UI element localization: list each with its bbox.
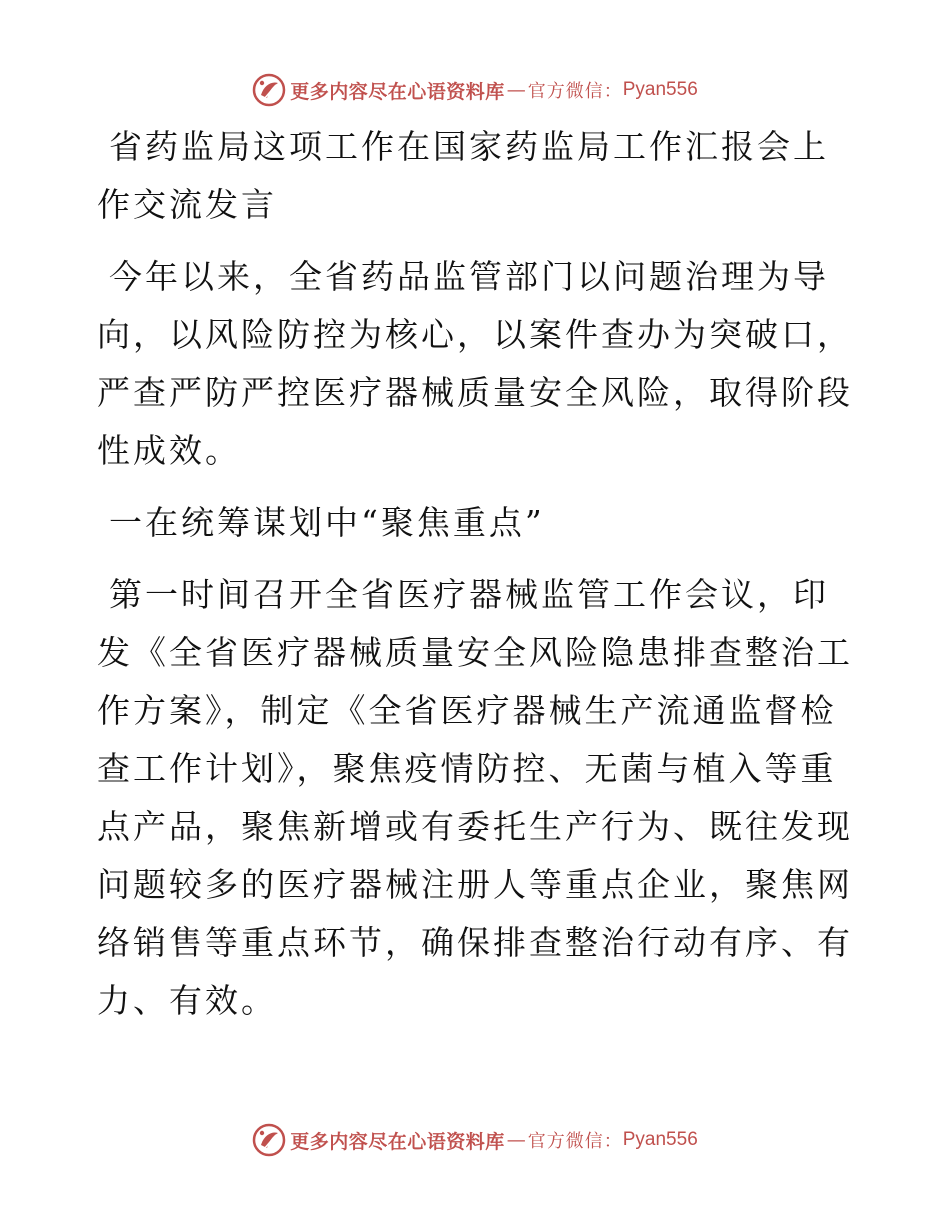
paragraph-intro: 今年以来，全省药品监管部门以问题治理为导向，以风险防控为核心，以案件查办为突破口，严查严防严控医疗器械质量安全风险，取得阶段性成效。	[97, 257, 853, 470]
paragraph-body: 第一时间召开全省医疗器械监管工作会议，印发《全省医疗器械质量安全风险隐患排查整治工作方案》，制定《全省医疗器械生产流通监督检查工作计划》，聚焦疫情防控、无菌与植入等重点产品，聚焦新增或有委托生产行为、既往发现问题较多的医疗器械注册人等重点企业，聚焦网络销售等重点环节，确保排查整治行动有序、有力、有效。	[97, 575, 853, 1020]
document-body	[97, 118, 857, 1044]
footer-separator: —	[506, 1129, 526, 1151]
section-heading: 一在统筹谋划中“聚焦重点”	[109, 503, 545, 542]
header-wechat-id: Pyan556	[622, 79, 698, 100]
brand-logo-icon	[252, 1123, 286, 1157]
document-title: 省药监局这项工作在国家药监局工作汇报会上作交流发言	[97, 127, 829, 224]
header-separator: —	[506, 79, 526, 101]
footer-site-text: 更多内容尽在心语资料库	[290, 1130, 505, 1153]
header-banner	[0, 70, 950, 110]
footer-banner	[0, 1120, 950, 1160]
footer-wechat-id: Pyan556	[622, 1129, 698, 1150]
header-wechat-label: 官方微信：	[527, 81, 623, 102]
footer-wechat-label: 官方微信：	[527, 1131, 623, 1152]
header-site-text: 更多内容尽在心语资料库	[290, 80, 505, 103]
brand-logo-icon	[252, 73, 286, 107]
